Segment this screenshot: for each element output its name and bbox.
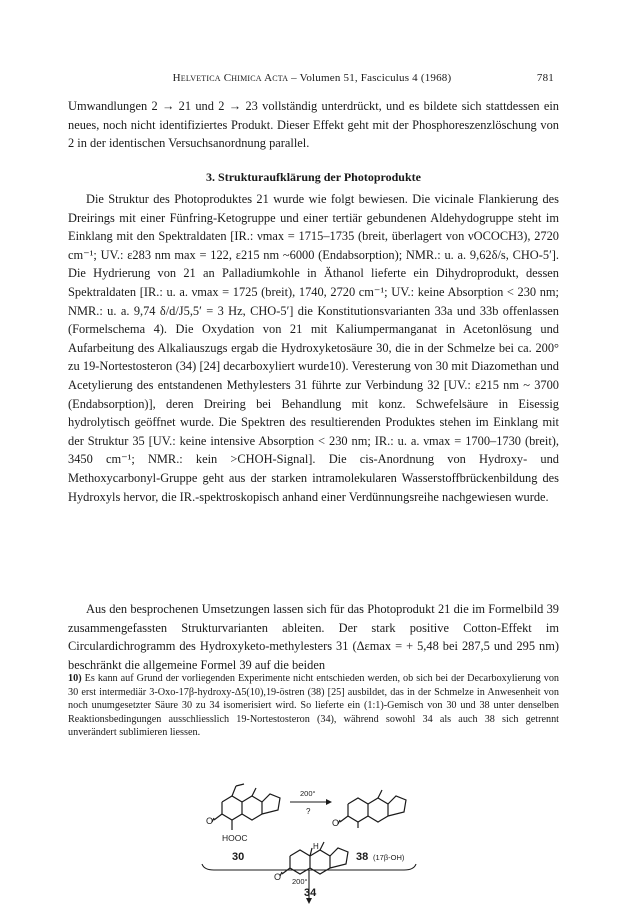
arrow-top-temp: 200°	[300, 789, 316, 798]
label-30: 30	[232, 851, 245, 863]
volume-info: – Volumen 51, Fasciculus 4 (1968)	[291, 72, 452, 84]
journal-name: Helvetica Chimica Acta	[172, 72, 289, 84]
arrow-30-to-38	[290, 799, 332, 805]
reaction-scheme-svg	[0, 758, 624, 908]
footnote-number: 10)	[68, 673, 82, 684]
paragraph-cotton: Aus den besprochenen Umsetzungen lassen sich für das Photoprodukt 21 die im Formelbild 39 zusammengefassten Strukturvarianten ableiten. Der stark positive Cotton-Effekt im Circulardichrogramm des Hydroxyketo-methylesters 31 (Δεmax = + 5,48 bei 287,5 und 295 nm) beschränkt die allgemeine Formel 39 auf die beiden	[68, 602, 559, 672]
running-header	[0, 72, 624, 88]
arrow-top-query: ?	[306, 807, 311, 816]
label-38-note: (17β-OH)	[373, 853, 405, 862]
bracket-arrow	[202, 864, 416, 898]
page-number: 781	[536, 72, 554, 84]
label-o-38: O	[332, 818, 340, 828]
label-hooc: HOOC	[222, 833, 248, 843]
footnote-text: Es kann auf Grund der vorliegenden Experimente nicht entschieden werden, ob sich bei der Decarboxylierung von 30 erst intermediär 3-Oxo-17β-hydroxy-Δ5(10),19-östren (38) [25] ausbildet, das in der Schmelze in Anwesenheit von noch unumgesetzter Säure 30 zu 34 isomerisiert wird. So lieferte ein (1:1)-Gemisch von 30 und 38 unter denselben Reaktionsbedingungen ausschliesslich 19-Nortestosteron (34), während sowohl 34 als auch 38 sich getrennt unverändert sublimieren liessen.	[68, 673, 560, 739]
paragraph-structure: Die Struktur des Photoproduktes 21 wurde wie folgt bewiesen. Die vicinale Flankierung des Dreirings mit einer Fünfring-Ketogruppe und einer tertiär gebundenen Aldehydogruppe steht im Einklang mit den Spektraldaten [IR.: νmax = 1715–1735 (breit, überlagert von νOCOCH3), 2720 cm⁻¹; UV.: ε283 nm max = 122, ε215 nm ~6000 (Endabsorption); NMR.: u. a. 9,62δ/s, CHO-5′]. Die Hydrierung von 21 an Palladiumkohle in Äthanol lieferte ein Dihydroprodukt, dessen Spektraldaten [IR.: u. a. νmax = 1725 (breit), 1740, 2720 cm⁻¹; UV.: keine Absorption < 230 nm; NMR.: u. a. 9,74 δ/d/J5,5′ = 3 Hz, CHO-5′] die Konstitutionsvarianten 33a und 33b offenlassen (Formelschema 4). Die Oxydation von 21 mit Kaliumpermanganat in Acetonlösung und Aufarbeitung des Alkaliauszugs ergab die Hydroxyketosäure 30, die in der Schmelze bei ca. 200° zu 19-Nortestosteron (34) [24] decarboxyliert wurde10). Veresterung von 30 mit Diazomethan und Acetylierung des entstandenen Methylesters 31 führte zur Verbindung 32 [UV.: ε215 nm ~ 3700 (Endabsorption)], deren Dreiring bei Behandlung mit konz. Schwefelsäure in Eisessig hydrolytisch geöffnet wurde. Die Spektren des resultierenden Produktes stehen im Einklang mit der Struktur 35 [UV.: keine intensive Absorption < 230 nm; IR.: u. a. νmax = 1700–1730 (breit), 3450 cm⁻¹; NMR.: kein >CHOH-Signal]. Die cis-Anordnung von Hydroxy- und Methoxycarbonyl-Gruppe geht aus der starken intramolekularen Wasserstoffbrückenbildung des Hydroxyls hervor, die IR.-spektroskopisch anhand einer Verdünnungsreihe nachgewiesen wurde.	[68, 192, 559, 504]
section-title: 3. Strukturaufklärung der Photoprodukte	[206, 170, 421, 184]
paragraph-intro: Umwandlungen 2 → 21 und 2 → 23 vollständig unterdrückt, und es bildete sich stattdessen ein neues, noch nicht identifiziertes Produkt. Dieser Effekt geht mit der Phosphoreszenzlöschung von 2 in der identischen Versuchsanordnung parallel.	[68, 99, 559, 151]
label-34: 34	[304, 887, 317, 899]
structure-30	[212, 784, 280, 830]
arrow-down-temp: 200°	[292, 877, 308, 886]
reaction-scheme	[0, 758, 624, 908]
down-arrowhead	[306, 898, 312, 904]
label-o-34: O	[274, 872, 282, 882]
label-38: 38	[356, 851, 369, 863]
structure-38	[338, 790, 406, 828]
label-h-34: H	[313, 842, 319, 851]
footnote	[68, 672, 559, 740]
label-o-30: O	[206, 816, 214, 826]
